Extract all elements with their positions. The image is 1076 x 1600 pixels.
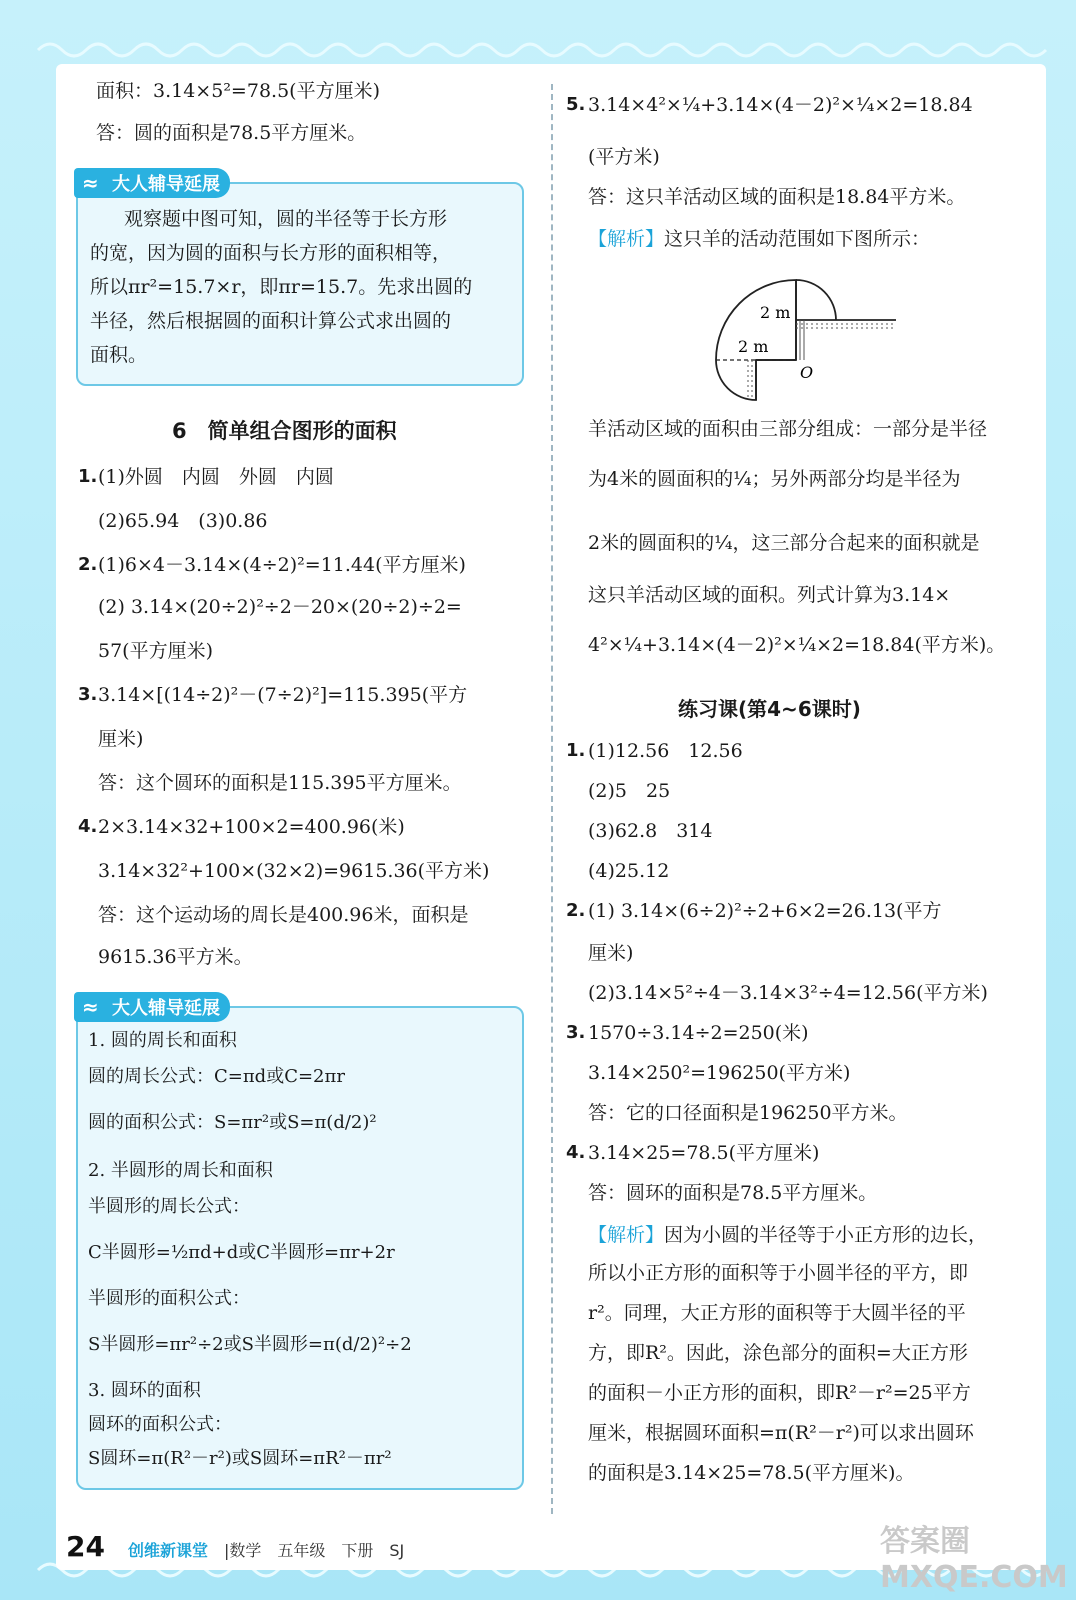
text-line: 羊活动区域的面积由三部分组成：一部分是半径 xyxy=(588,418,988,440)
wave-icon: ≈ xyxy=(82,171,99,195)
text-line: 3.14×25=78.5(平方厘米) xyxy=(588,1142,820,1164)
text-line: (2) 3.14×(20÷2)²÷2－20×(20÷2)÷2= xyxy=(98,596,462,618)
tutor-box-title xyxy=(74,992,230,1022)
text-line: 半圆形的面积公式： xyxy=(88,1288,250,1309)
text-line: 答：它的口径面积是196250平方米。 xyxy=(588,1102,908,1124)
text-line: 所以πr²=15.7×r，即πr=15.7。先求出圆的 xyxy=(90,276,473,298)
text-line: (2)5 25 xyxy=(588,780,671,802)
question-number: 5. xyxy=(566,94,586,115)
text-line: (4)25.12 xyxy=(588,860,670,882)
tutor-box-title-text: 大人辅导延展 xyxy=(112,174,220,195)
text-line: 答：圆的面积是78.5平方厘米。 xyxy=(96,122,367,144)
tutor-box-title-text: 大人辅导延展 xyxy=(112,998,220,1019)
column-divider xyxy=(551,84,553,1514)
question-number: 3. xyxy=(566,1022,586,1043)
text-line: 2×3.14×32+100×2=400.96(米) xyxy=(98,816,405,838)
brand-name: 创维新课堂 xyxy=(128,1541,209,1560)
text-line: 答：这只羊活动区域的面积是18.84平方米。 xyxy=(588,186,966,208)
section-title: 6 简单组合图形的面积 xyxy=(172,419,397,443)
text-line: 半径，然后根据圆的面积计算公式求出圆的 xyxy=(90,310,452,332)
text-line: 面积。 xyxy=(90,344,148,366)
text-line: (1)外圆 内圆 外圆 内圆 xyxy=(98,466,334,488)
text-line: 方，即R²。因此，涂色部分的面积=大正方形 xyxy=(588,1342,968,1364)
text-line: r²。同理，大正方形的面积等于大圆半径的平 xyxy=(588,1302,966,1324)
question-number: 4. xyxy=(78,816,98,837)
text-line: 为4米的圆面积的¼；另外两部分均是半径为 xyxy=(588,468,961,490)
watermark xyxy=(880,1516,1076,1595)
text-line: 厘米) xyxy=(98,728,144,750)
sheep-area-figure xyxy=(696,260,916,410)
analysis-tag: 【解析】 xyxy=(588,228,665,250)
text-line: 4²×¼+3.14×(4－2)²×¼×2=18.84(平方米)。 xyxy=(588,634,1006,656)
figure-label: O xyxy=(800,363,814,382)
text-line: (1)12.56 12.56 xyxy=(588,740,743,762)
figure-label: 2 m xyxy=(738,337,769,356)
subject-info: |数学 五年级 下册 SJ xyxy=(224,1541,405,1560)
question-number: 2. xyxy=(566,900,586,921)
question-number: 3. xyxy=(78,684,98,705)
analysis-line xyxy=(588,1222,987,1248)
question-number: 4. xyxy=(566,1142,586,1163)
watermark-text: 答案圈 MXQE.COM xyxy=(880,1524,1068,1595)
question-number: 1. xyxy=(78,466,98,487)
text-line: 9615.36平方米。 xyxy=(98,946,253,968)
text-line: 的面积－小正方形的面积，即R²－r²=25平方 xyxy=(588,1382,971,1404)
text-line: 答：这个圆环的面积是115.395平方厘米。 xyxy=(98,772,462,794)
text-line: 1570÷3.14÷2=250(米) xyxy=(588,1022,809,1044)
text-line: 所以小正方形的面积等于小圆半径的平方，即 xyxy=(588,1262,969,1284)
text-line: 的宽，因为圆的面积与长方形的面积相等， xyxy=(90,242,452,264)
text-line: 3.14×[(14÷2)²－(7÷2)²]=115.395(平方 xyxy=(98,684,468,706)
text-line: 的面积是3.14×25=78.5(平方厘米)。 xyxy=(588,1462,915,1484)
text-line: (3)62.8 314 xyxy=(588,820,713,842)
text-line: (平方米) xyxy=(588,146,660,168)
wave-icon: ≈ xyxy=(82,995,99,1019)
text-line: 3. 圆环的面积 xyxy=(88,1380,201,1401)
text-line: (1) 3.14×(6÷2)²÷2+6×2=26.13(平方 xyxy=(588,900,942,922)
content-page xyxy=(56,64,1046,1570)
text-line: 3.14×4²×¼+3.14×(4－2)²×¼×2=18.84 xyxy=(588,94,973,116)
text-line: 圆环的面积公式： xyxy=(88,1414,232,1435)
text-line: (2)3.14×5²÷4－3.14×3²÷4=12.56(平方米) xyxy=(588,982,988,1004)
text-line: 面积：3.14×5²=78.5(平方厘米) xyxy=(96,80,380,102)
text-line: 57(平方厘米) xyxy=(98,640,214,662)
practice-title: 练习课(第4~6课时) xyxy=(678,697,861,721)
text-line: 圆的周长公式：C=πd或C=2πr xyxy=(88,1066,345,1087)
text-line: (1)6×4－3.14×(4÷2)²=11.44(平方厘米) xyxy=(98,554,466,576)
text-line: 这只羊活动区域的面积。列式计算为3.14× xyxy=(588,584,951,606)
text-line: 圆的面积公式：S=πr²或S=π(d/2)² xyxy=(88,1112,377,1133)
text-line: 2. 半圆形的周长和面积 xyxy=(88,1160,273,1181)
text-line: 2米的圆面积的¼，这三部分合起来的面积就是 xyxy=(588,532,980,554)
text-line: S圆环=π(R²－r²)或S圆环=πR²－πr² xyxy=(88,1448,392,1469)
text-line: 3.14×32²+100×(32×2)=9615.36(平方米) xyxy=(98,860,490,882)
analysis-tag: 【解析】 xyxy=(588,1224,665,1246)
text-line: 观察题中图可知，圆的半径等于长方形 xyxy=(124,208,448,230)
text-line: S半圆形=πr²÷2或S半圆形=π(d/2)²÷2 xyxy=(88,1334,412,1355)
text-line: 厘米，根据圆环面积=π(R²－r²)可以求出圆环 xyxy=(588,1422,974,1444)
text-line: 3.14×250²=196250(平方米) xyxy=(588,1062,851,1084)
text-line: 1. 圆的周长和面积 xyxy=(88,1030,237,1051)
analysis-text: 因为小圆的半径等于小正方形的边长， xyxy=(664,1224,988,1246)
text-line: 答：圆环的面积是78.5平方厘米。 xyxy=(588,1182,878,1204)
tutor-box-title xyxy=(74,168,230,198)
text-line: 半圆形的周长公式： xyxy=(88,1196,250,1217)
question-number: 1. xyxy=(566,740,586,761)
question-number: 2. xyxy=(78,554,98,575)
text-line: 厘米) xyxy=(588,942,634,964)
text-line: C半圆形=½πd+d或C半圆形=πr+2r xyxy=(88,1242,395,1263)
text-line: 答：这个运动场的周长是400.96米，面积是 xyxy=(98,904,469,926)
page-number: 24 xyxy=(66,1530,105,1563)
figure-label: 2 m xyxy=(760,303,791,322)
analysis-text: 这只羊的活动范围如下图所示： xyxy=(664,228,931,250)
analysis-line xyxy=(588,226,930,252)
text-line: (2)65.94 (3)0.86 xyxy=(98,510,268,532)
